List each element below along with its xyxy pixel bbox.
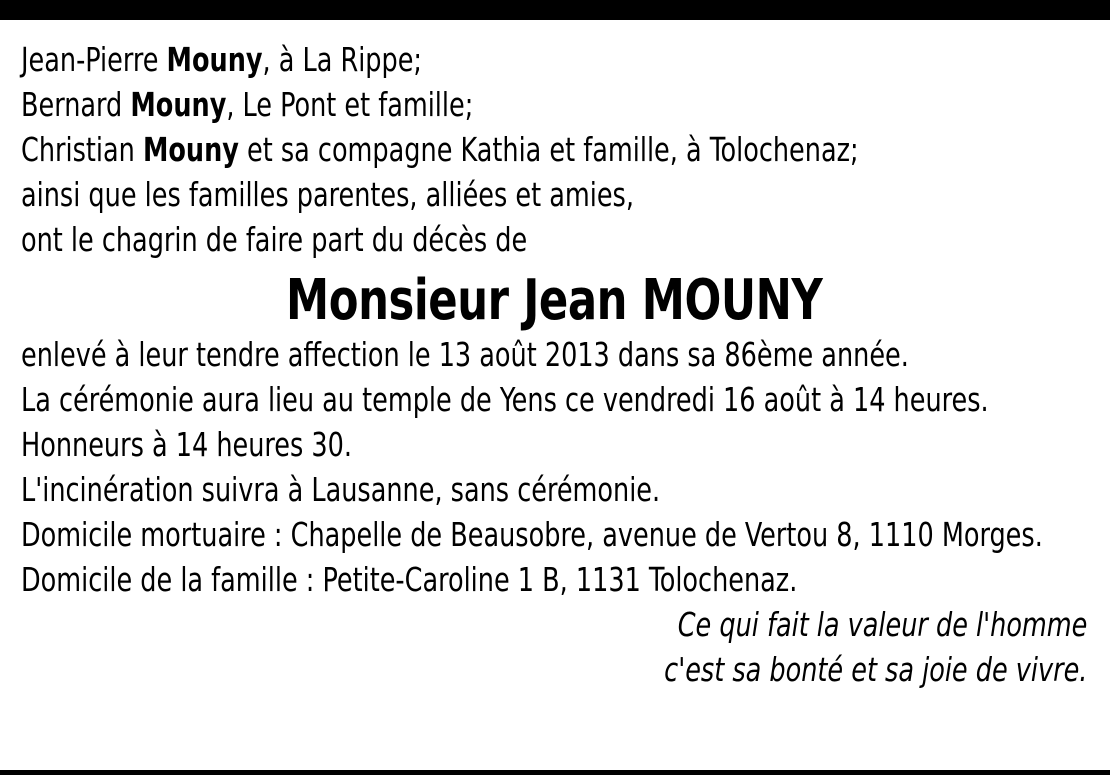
obituary-notice <box>21 37 1087 692</box>
quote-line-1: Ce qui fait la valeur de l'homme <box>677 605 1088 644</box>
family-first-name: Bernard <box>21 85 131 124</box>
family-first-name: Christian <box>21 130 143 169</box>
relatives-line: ainsi que les familles parentes, alliées et amies, <box>21 175 634 214</box>
passing-line: enlevé à leur tendre affection le 13 août 2013 dans sa 86ème année. <box>21 335 909 374</box>
family-surname: Mouny <box>130 85 227 124</box>
family-detail: , Le Pont et famille; <box>226 85 474 124</box>
deceased-name: Monsieur Jean MOUNY <box>286 268 823 333</box>
family-home-line: Domicile de la famille : Petite-Caroline 1 B, 1131 Tolochenaz. <box>21 560 798 599</box>
family-surname: Mouny <box>142 130 239 169</box>
ceremony-paragraph: La cérémonie aura lieu au temple de Yens ce vendredi 16 août à 14 heures. <box>21 380 989 419</box>
family-member-line <box>21 127 1087 172</box>
family-first-name: Jean-Pierre <box>21 40 167 79</box>
family-detail: , à La Rippe; <box>262 40 423 79</box>
quote-line-2: c'est sa bonté et sa joie de vivre. <box>664 650 1088 689</box>
family-member-line <box>21 37 1087 82</box>
family-detail: et sa compagne Kathia et famille, à Tolochenaz; <box>238 130 859 169</box>
family-surname: Mouny <box>166 40 263 79</box>
family-member-line <box>21 82 1087 127</box>
bottom-border-rule <box>0 770 1110 775</box>
announcement-line: ont le chagrin de faire part du décès de <box>21 220 528 259</box>
mortuary-paragraph: Domicile mortuaire : Chapelle de Beausobre, avenue de Vertou 8, 1110 Morges. <box>21 515 1043 554</box>
cremation-line: L'incinération suivra à Lausanne, sans cérémonie. <box>21 470 661 509</box>
honours-line: Honneurs à 14 heures 30. <box>21 425 353 464</box>
top-border-bar <box>0 0 1110 20</box>
